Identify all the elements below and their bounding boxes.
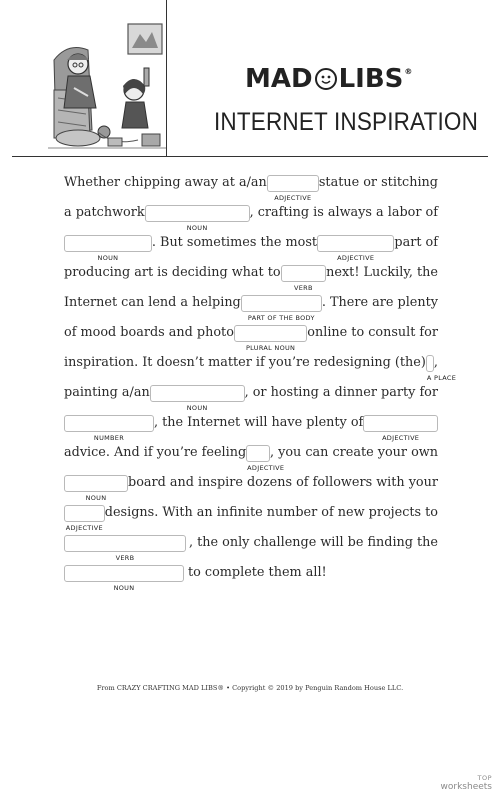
blank-part-of-the-body[interactable]: PART OF THE BODY — [241, 295, 322, 312]
blank-adjective[interactable]: ADJECTIVE — [363, 415, 438, 432]
blank-adjective[interactable]: ADJECTIVE — [64, 505, 105, 522]
blank-noun[interactable]: NOUN — [64, 475, 128, 492]
blank-verb[interactable]: VERB — [281, 265, 327, 282]
crafting-illustration — [48, 20, 166, 156]
blank-noun[interactable]: NOUN — [150, 385, 245, 402]
blank-adjective[interactable]: ADJECTIVE — [267, 175, 319, 192]
blank-plural-noun[interactable]: PLURAL NOUN — [234, 325, 307, 342]
story-line: NUMBER , the Internet will have plenty of ADJECTIVE — [64, 408, 438, 438]
page-title: INTERNET INSPIRATION — [214, 108, 479, 136]
blank-number[interactable]: NUMBER — [64, 415, 154, 432]
story-line: of mood boards and photo PLURAL NOUN online to consult for — [64, 325, 438, 352]
story-line: a patchwork NOUN , crafting is always a labor of — [64, 205, 438, 232]
story-line: producing art is deciding what to VERB next! Luckily, the — [64, 265, 438, 292]
header-divider-vertical — [166, 0, 167, 157]
story-line: NOUN . But sometimes the most ADJECTIVE part of — [64, 228, 438, 258]
blank-verb[interactable]: VERB — [64, 535, 186, 552]
story-line: NOUN board and inspire dozens of followers with your — [64, 468, 438, 498]
story-line: Internet can lend a helping PART OF THE BODY . There are plenty — [64, 295, 438, 322]
header-divider-horizontal — [12, 156, 488, 157]
story-line: ADJECTIVE designs. With an infinite number of new projects to — [65, 505, 438, 532]
logo-face-icon — [315, 68, 337, 90]
blank-noun[interactable]: NOUN — [64, 235, 152, 252]
blank-a-place[interactable]: A PLACE — [426, 355, 434, 372]
story-line: VERB , the only challenge will be finding the — [64, 528, 438, 558]
copyright-footer: From CRAZY CRAFTING MAD LIBS® • Copyright © 2019 by Penguin Random House LLC. — [96, 684, 404, 692]
story-line: advice. And if you’re feeling ADJECTIVE , you can create your own — [64, 445, 438, 472]
story-line: Whether chipping away at a/an ADJECTIVE statue or stitching — [64, 175, 438, 202]
mad-libs-logo: MAD LIBS ® — [245, 64, 413, 94]
blank-adjective[interactable]: ADJECTIVE — [246, 445, 270, 462]
blank-adjective[interactable]: ADJECTIVE — [317, 235, 394, 252]
story-line: inspiration. It doesn’t matter if you’re redesigning (the) A PLACE , — [64, 355, 457, 382]
watermark-logo: TOP worksheets — [440, 774, 492, 792]
blank-noun[interactable]: NOUN — [145, 205, 250, 222]
blank-noun[interactable]: NOUN — [64, 565, 184, 582]
story-line: NOUN to complete them all! — [64, 558, 438, 588]
story-text — [64, 168, 457, 592]
story-line: painting a/an NOUN , or hosting a dinner party for — [64, 385, 438, 412]
